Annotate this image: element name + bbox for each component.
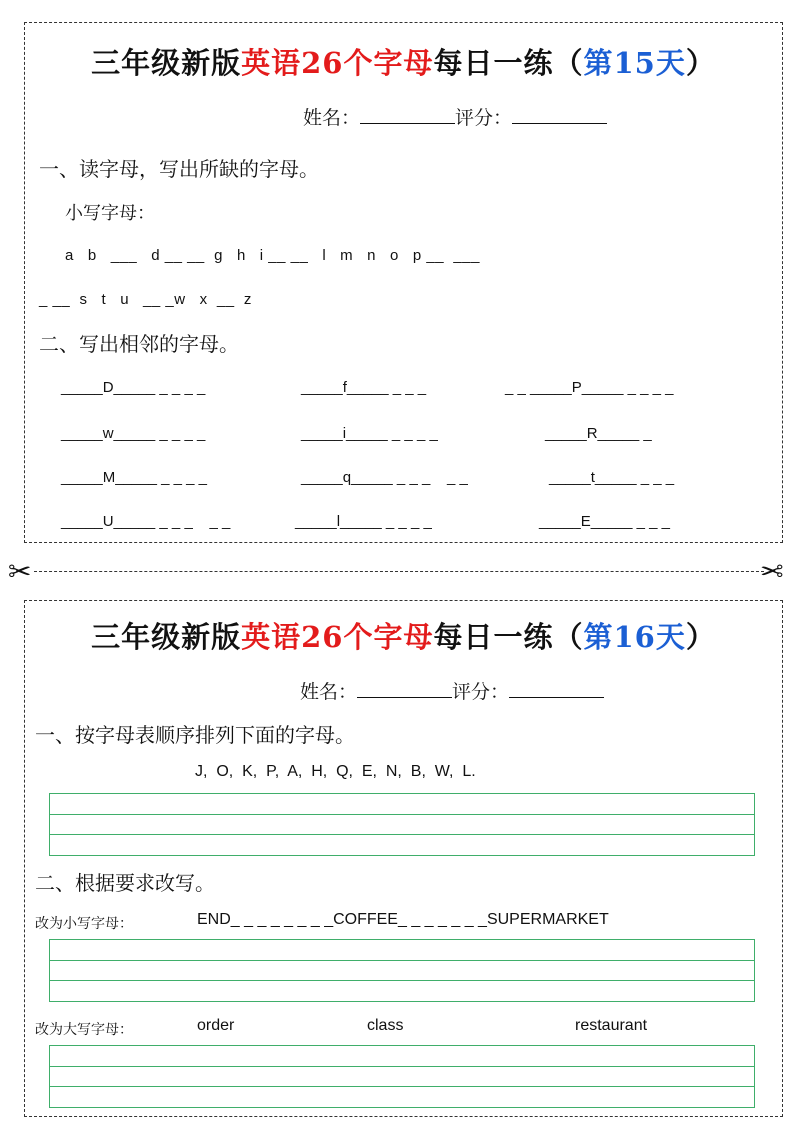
scissors-icon: ✂	[8, 555, 32, 588]
name-field[interactable]	[357, 679, 452, 698]
to-lowercase-label: 改为小写字母：	[35, 916, 133, 932]
score-field[interactable]	[512, 105, 607, 124]
adjacent-item[interactable]: _ _ _____P_____ _ _ _ _	[505, 379, 674, 396]
section-heading: 一、按字母表顺序排列下面的字母。	[35, 723, 355, 747]
worksheet-day15	[24, 22, 783, 543]
name-score-line: 姓名： 评分：	[303, 103, 607, 130]
adjacent-item[interactable]: _____t_____ _ _ _	[549, 469, 675, 486]
score-field[interactable]	[509, 679, 604, 698]
adjacent-item[interactable]: _____U_____ _ _ _ _ _	[61, 513, 231, 530]
adjacent-item[interactable]: _____R_____ _	[545, 425, 652, 442]
adjacent-item[interactable]: _____D_____ _ _ _ _	[61, 379, 206, 396]
name-score-line: 姓名： 评分：	[300, 677, 604, 704]
adjacent-item[interactable]: _____w_____ _ _ _ _	[61, 425, 206, 442]
name-field[interactable]	[360, 105, 455, 124]
letter-row-2[interactable]: _ __ s t u __ _w x __ z	[39, 291, 252, 308]
word-order: order	[197, 1017, 235, 1034]
writing-lines[interactable]	[49, 1045, 755, 1108]
adjacent-item[interactable]: _____M_____ _ _ _ _	[61, 469, 207, 486]
section-heading: 一、读字母，写出所缺的字母。	[39, 157, 319, 181]
page-title: 三年级新版英语26个字母每日一练（第15天）	[91, 46, 716, 80]
scissors-icon: ✂	[760, 555, 784, 588]
page-title: 三年级新版英语26个字母每日一练（第16天）	[91, 620, 716, 654]
adjacent-item[interactable]: _____l_____ _ _ _ _	[295, 513, 432, 530]
word-class: class	[367, 1017, 404, 1034]
writing-lines[interactable]	[49, 793, 755, 856]
letter-row-1[interactable]: a b ___ d __ __ g h i __ __ l m n o p __ ___	[65, 247, 480, 264]
to-uppercase-label: 改为大写字母：	[35, 1022, 133, 1038]
word-restaurant: restaurant	[575, 1017, 648, 1034]
section-heading: 二、根据要求改写。	[35, 871, 215, 895]
to-lowercase-words: END_ _ _ _ _ _ _ _COFFEE_ _ _ _ _ _ _SUPERMARKET	[197, 911, 609, 928]
adjacent-item[interactable]: _____i_____ _ _ _ _	[301, 425, 438, 442]
adjacent-item[interactable]: _____f_____ _ _ _	[301, 379, 427, 396]
writing-lines[interactable]	[49, 939, 755, 1002]
adjacent-item[interactable]: _____E_____ _ _ _	[539, 513, 670, 530]
letter-sequence: J, O, K, P, A, H, Q, E, N, B, W, L.	[195, 763, 476, 780]
lowercase-label: 小写字母：	[65, 203, 155, 224]
cut-line	[34, 571, 764, 572]
worksheet-day16	[24, 600, 783, 1117]
adjacent-item[interactable]: _____q_____ _ _ _ _ _	[301, 469, 468, 486]
section-heading: 二、写出相邻的字母。	[39, 332, 239, 356]
